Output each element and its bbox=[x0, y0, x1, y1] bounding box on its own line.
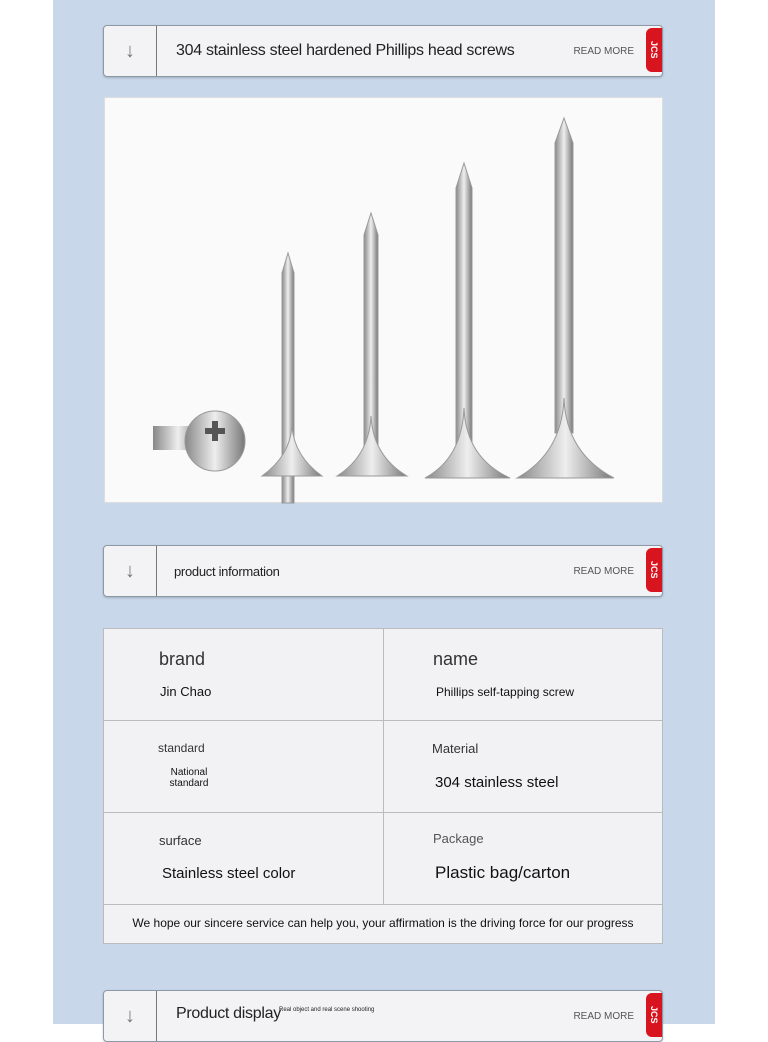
product-info-table bbox=[103, 628, 663, 944]
brand-tag: JCS bbox=[646, 548, 662, 592]
section-title: product information bbox=[174, 563, 280, 579]
screw-4 bbox=[555, 118, 573, 433]
section-title: 304 stainless steel hardened Phillips head screws bbox=[176, 42, 515, 59]
footer-message: We hope our sincere service can help you, your affirmation is the driving force for our progress bbox=[132, 916, 634, 930]
cell-package: Package Plastic bag/carton bbox=[384, 813, 663, 905]
brand-tag: JCS bbox=[646, 993, 662, 1037]
read-more-link[interactable]: READ MORE bbox=[573, 45, 634, 57]
screw-small bbox=[153, 411, 245, 471]
section-header-product[interactable] bbox=[103, 25, 663, 77]
read-more-link[interactable]: READ MORE bbox=[573, 1011, 634, 1022]
cell-name: name Phillips self-tapping screw bbox=[384, 629, 663, 721]
section-header-display[interactable] bbox=[103, 990, 663, 1042]
cell-standard: standard National standard bbox=[104, 721, 384, 813]
cell-surface: surface Stainless steel color bbox=[104, 813, 384, 905]
cell-brand: brand Jin Chao bbox=[104, 629, 384, 721]
section-title: Product display bbox=[176, 1005, 281, 1022]
arrow-down-icon: ↓ bbox=[104, 991, 157, 1041]
section-subtitle: Real object and real scene shooting bbox=[279, 1007, 375, 1013]
arrow-down-icon: ↓ bbox=[104, 26, 157, 76]
cell-material: Material 304 stainless steel bbox=[384, 721, 663, 813]
brand-tag: JCS bbox=[646, 28, 662, 72]
arrow-down-icon: ↓ bbox=[104, 546, 157, 596]
product-photo bbox=[104, 97, 663, 503]
read-more-link[interactable]: READ MORE bbox=[573, 565, 634, 577]
section-header-info[interactable] bbox=[103, 545, 663, 597]
